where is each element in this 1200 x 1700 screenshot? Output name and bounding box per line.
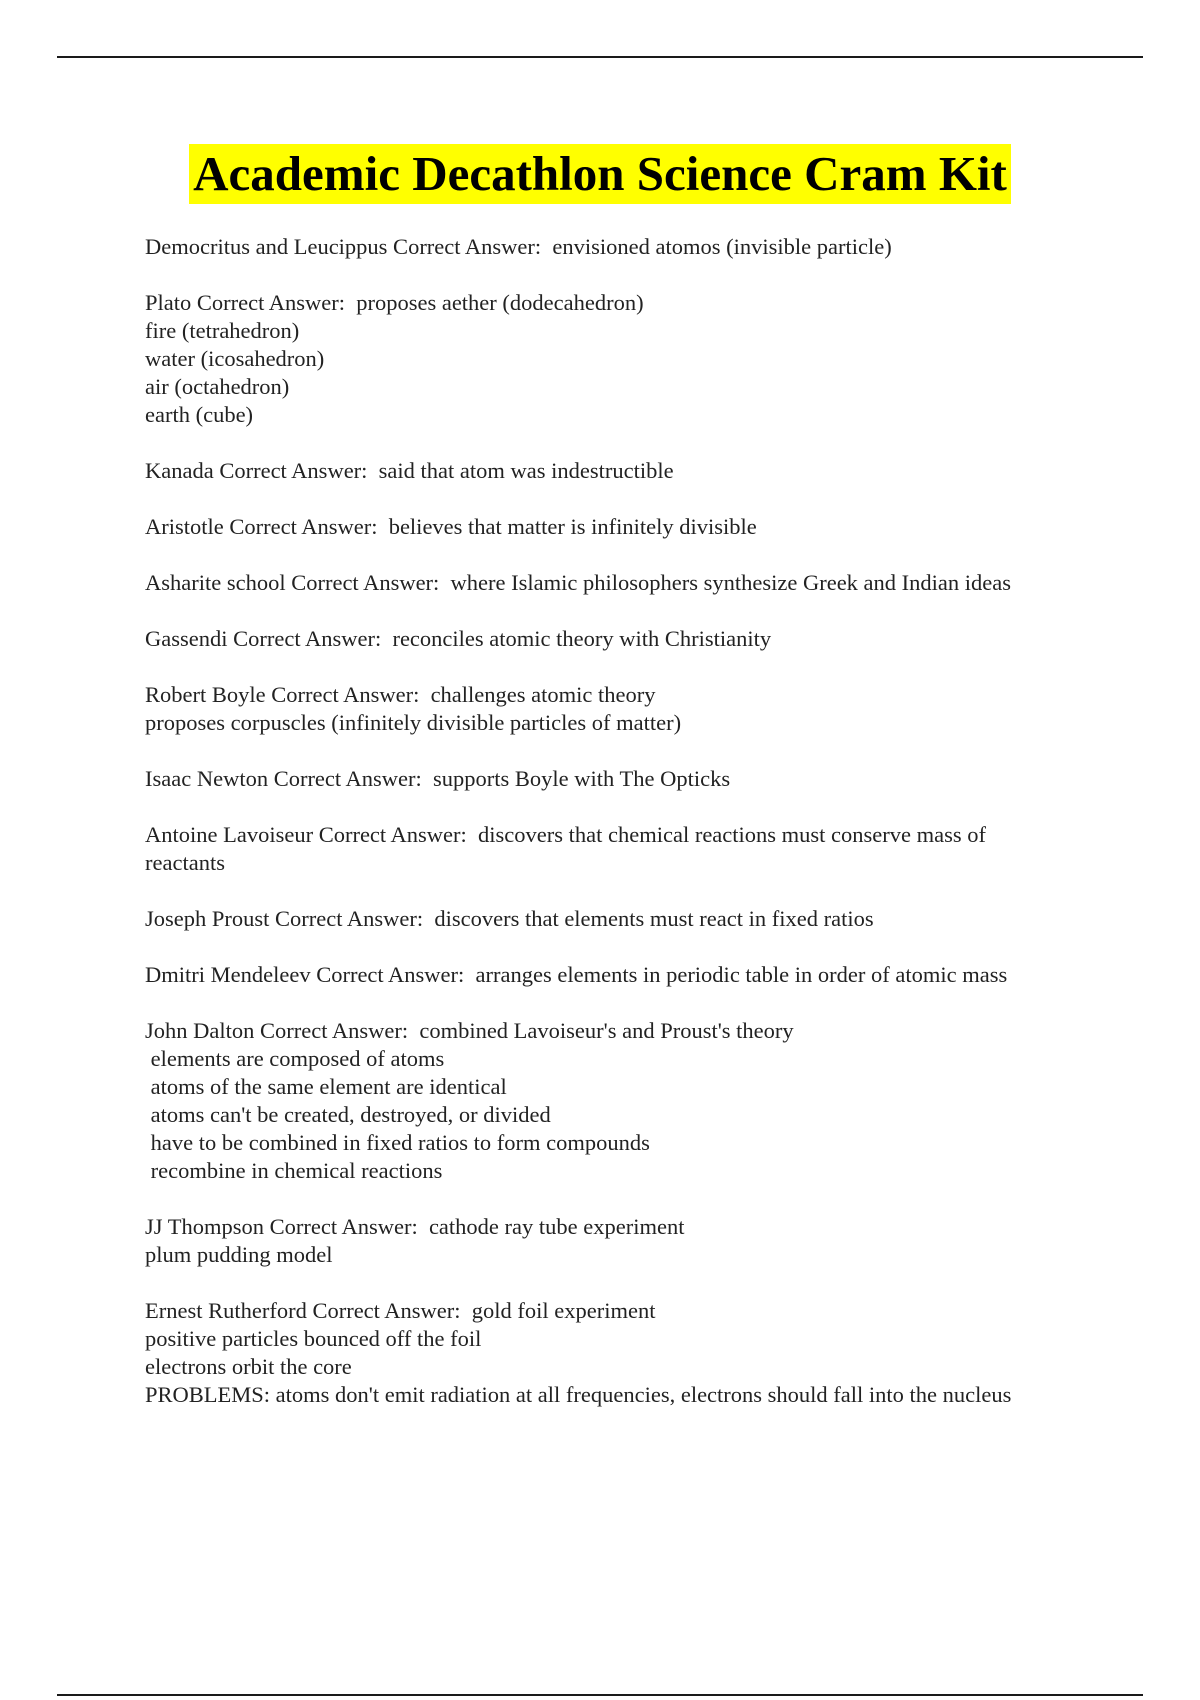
qa-answer-line: positive particles bounced off the foil [145,1326,482,1351]
qa-question-line: Gassendi Correct Answer: reconciles atomic theory with Christianity [145,626,772,651]
qa-entry [145,961,1145,989]
qa-entry [145,681,1145,737]
qa-question-line: Robert Boyle Correct Answer: challenges atomic theory [145,682,656,707]
qa-answer-line: have to be combined in fixed ratios to form compounds [145,1130,650,1155]
qa-entry [145,765,1145,793]
qa-answer-line: atoms can't be created, destroyed, or divided [145,1102,551,1127]
qa-answer-line: plum pudding model [145,1242,333,1267]
qa-question-line: Ernest Rutherford Correct Answer: gold foil experiment [145,1298,656,1323]
qa-list [145,233,1145,1437]
qa-entry [145,457,1145,485]
qa-entry [145,513,1145,541]
qa-answer-line: electrons orbit the core [145,1354,352,1379]
document-title: Academic Decathlon Science Cram Kit [189,144,1011,204]
qa-answer-line: water (icosahedron) [145,346,325,371]
qa-entry [145,625,1145,653]
qa-answer-line: earth (cube) [145,402,254,427]
qa-question-line: Dmitri Mendeleev Correct Answer: arranges elements in periodic table in order of atomic mass [145,962,1008,987]
qa-question-line: Plato Correct Answer: proposes aether (dodecahedron) [145,290,644,315]
qa-question-line: Asharite school Correct Answer: where Islamic philosophers synthesize Greek and Indian ideas [145,570,1011,595]
qa-answer-line: air (octahedron) [145,374,290,399]
qa-question-line: Isaac Newton Correct Answer: supports Boyle with The Opticks [145,766,731,791]
qa-answer-line: recombine in chemical reactions [145,1158,443,1183]
qa-question-line: John Dalton Correct Answer: combined Lavoiseur's and Proust's theory [145,1018,794,1043]
qa-entry [145,821,1145,877]
qa-entry [145,289,1145,429]
bottom-rule [57,1694,1143,1696]
qa-question-line: Joseph Proust Correct Answer: discovers that elements must react in fixed ratios [145,906,874,931]
qa-answer-line: reactants [145,850,225,875]
qa-answer-line: atoms of the same element are identical [145,1074,507,1099]
qa-answer-line: elements are composed of atoms [145,1046,445,1071]
qa-answer-line: PROBLEMS: atoms don't emit radiation at all frequencies, electrons should fall into the nucleus [145,1382,1012,1407]
qa-answer-line: fire (tetrahedron) [145,318,300,343]
top-rule [57,56,1143,58]
qa-entry [145,233,1145,261]
qa-question-line: Kanada Correct Answer: said that atom was indestructible [145,458,674,483]
qa-question-line: Democritus and Leucippus Correct Answer: envisioned atomos (invisible particle) [145,234,892,259]
title-container [0,144,1200,204]
qa-entry [145,569,1145,597]
qa-entry [145,1017,1145,1185]
qa-answer-line: proposes corpuscles (infinitely divisible particles of matter) [145,710,682,735]
qa-question-line: JJ Thompson Correct Answer: cathode ray tube experiment [145,1214,685,1239]
qa-entry [145,1297,1145,1409]
qa-entry [145,1213,1145,1269]
qa-question-line: Antoine Lavoiseur Correct Answer: discovers that chemical reactions must conserve mass of [145,822,987,847]
qa-entry [145,905,1145,933]
qa-question-line: Aristotle Correct Answer: believes that matter is infinitely divisible [145,514,757,539]
